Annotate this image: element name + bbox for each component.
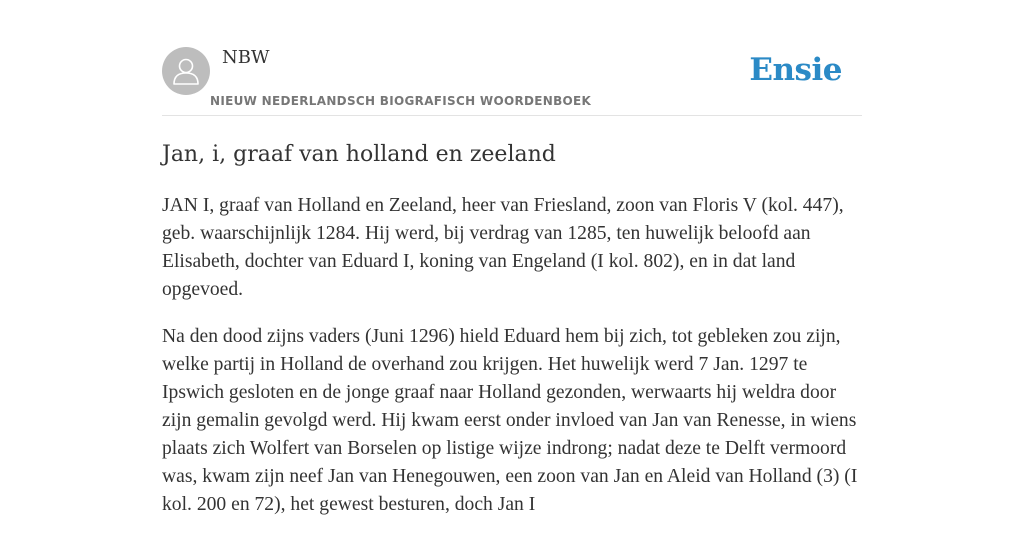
user-icon (172, 56, 200, 86)
ensie-logo[interactable]: Ensie (749, 52, 842, 88)
article-body (162, 192, 862, 538)
page (162, 0, 862, 515)
avatar (162, 47, 210, 95)
source-name[interactable]: NBW (222, 47, 270, 68)
article-paragraph: Na den dood zijns vaders (Juni 1296) hield Eduard hem bij zich, tot gebleken zou zijn, welke partij in Holland de overhand zou krijgen. Het huwelijk werd 7 Jan. 1297 te Ipswich gesloten en de jonge graaf naar Holland gezonden, werwaarts hij weldra door zijn gemalin gevolgd werd. Hij kwam eerst onder invloed van Jan van Renesse, in wiens plaats zich Wolfert van Borselen op listige wijze indrong; nadat deze te Delft vermoord was, kwam zijn neef Jan van Henegouwen, een zoon van Jan en Aleid van Holland (3) (I kol. 200 en 72), het gewest besturen, doch Jan I (162, 326, 858, 515)
article-title: Jan, i, graaf van holland en zeeland (162, 142, 556, 167)
source-subtitle: NIEUW NEDERLANDSCH BIOGRAFISCH WOORDENBOEK (210, 94, 592, 108)
article-paragraph: JAN I, graaf van Holland en Zeeland, heer van Friesland, zoon van Floris V (kol. 447), geb. waarschijnlijk 1284. Hij werd, bij verdrag van 1285, ten huwelijk beloofd aan Elisabeth, dochter van Eduard I, koning van Engeland (I kol. 802), en in dat land opgevoed. (162, 195, 844, 300)
source-header (162, 0, 862, 116)
